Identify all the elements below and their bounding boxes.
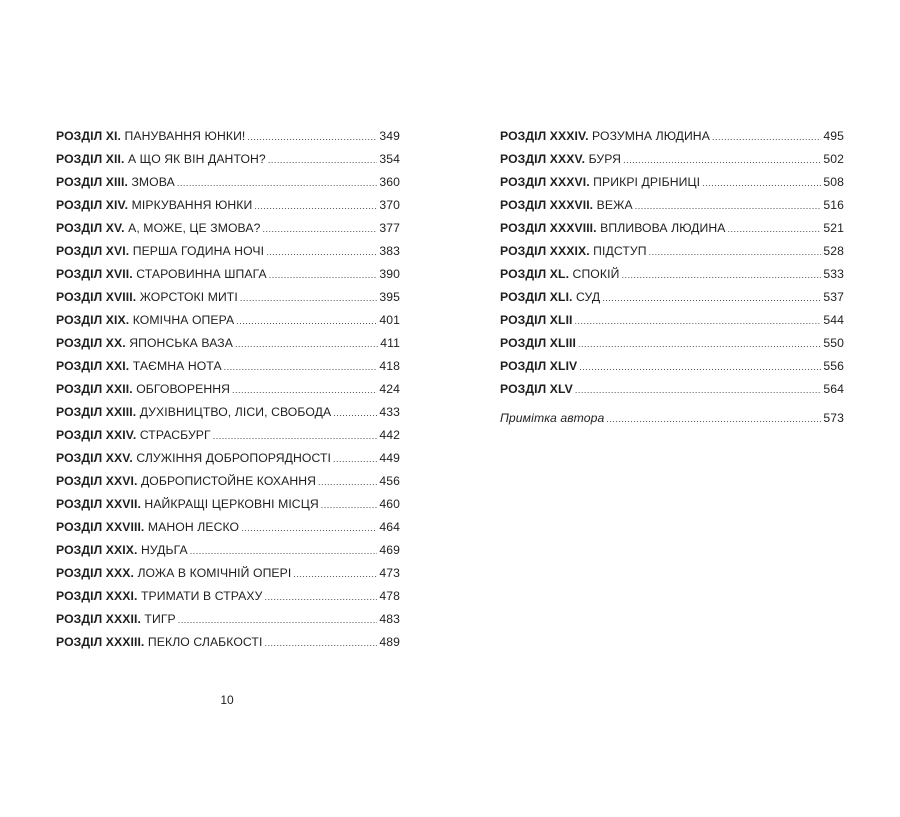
page-number: 556	[823, 359, 844, 373]
entry-label	[500, 359, 577, 373]
chapter-number: РОЗДІЛ XI.	[56, 129, 121, 143]
page-number: 395	[379, 290, 400, 304]
dot-leader	[623, 155, 821, 165]
page-number: 383	[379, 244, 400, 258]
page-number: 516	[823, 198, 844, 212]
page-number: 533	[823, 267, 844, 281]
chapter-title: МАНОН ЛЕСКО	[144, 520, 240, 534]
chapter-title: А, МОЖЕ, ЦЕ ЗМОВА?	[124, 221, 261, 235]
toc-entry	[500, 244, 844, 267]
chapter-title: ОБГОВОРЕННЯ	[132, 382, 231, 396]
page-number: 483	[379, 612, 400, 626]
chapter-title: ПЕРША ГОДИНА НОЧІ	[129, 244, 265, 258]
toc-entry	[500, 382, 844, 405]
toc-entry	[500, 221, 844, 244]
chapter-title: ЗМОВА	[127, 175, 175, 189]
chapter-title: РОЗУМНА ЛЮДИНА	[588, 129, 710, 143]
dot-leader	[241, 523, 377, 533]
dot-leader	[232, 385, 377, 395]
chapter-title: ПРИКРІ ДРІБНИЦІ	[589, 175, 701, 189]
chapter-title: БУРЯ	[585, 152, 622, 166]
entry-label	[500, 244, 647, 258]
chapter-title: ЖОРСТОКІ МИТІ	[136, 290, 238, 304]
page-number: 401	[379, 313, 400, 327]
entry-label	[56, 267, 267, 281]
chapter-title: ТАЄМНА НОТА	[129, 359, 222, 373]
toc-entry	[500, 175, 844, 198]
chapter-title: ВЕЖА	[593, 198, 633, 212]
page-number: 489	[379, 635, 400, 649]
chapter-title: КОМІЧНА ОПЕРА	[129, 313, 235, 327]
dot-leader	[293, 569, 377, 579]
dot-leader	[224, 362, 378, 372]
toc-entry	[56, 612, 400, 635]
entry-label	[56, 635, 262, 649]
toc-entry	[56, 244, 400, 267]
entry-label	[500, 382, 573, 396]
dot-leader	[240, 293, 378, 303]
chapter-number: РОЗДІЛ XXXI.	[56, 589, 138, 603]
page-number: 502	[823, 152, 844, 166]
entry-label	[56, 497, 319, 511]
toc-entry	[56, 451, 400, 474]
dot-leader	[321, 500, 378, 510]
page-number: 473	[379, 566, 400, 580]
chapter-number: РОЗДІЛ XXXV.	[500, 152, 586, 166]
page-number: 354	[379, 152, 400, 166]
page-number: 537	[823, 290, 844, 304]
dot-leader	[712, 132, 821, 142]
toc-entry	[500, 336, 844, 359]
chapter-number: РОЗДІЛ XXX.	[56, 566, 134, 580]
page-number: 464	[379, 520, 400, 534]
page-number: 418	[379, 359, 400, 373]
toc-entry	[56, 359, 400, 382]
dot-leader	[264, 592, 377, 602]
chapter-title: ДОБРОПИСТОЙНЕ КОХАННЯ	[137, 474, 317, 488]
dot-leader	[333, 454, 377, 464]
page-number: 360	[379, 175, 400, 189]
toc-entry	[56, 129, 400, 152]
page-number: 495	[823, 129, 844, 143]
page-number: 564	[823, 382, 844, 396]
dot-leader	[247, 132, 377, 142]
entry-label	[56, 428, 211, 442]
entry-label	[500, 336, 576, 350]
page-number: 469	[379, 543, 400, 557]
dot-leader	[333, 408, 377, 418]
toc-entry	[56, 152, 400, 175]
dot-leader	[606, 414, 821, 424]
page-number: 508	[823, 175, 844, 189]
page-number: 433	[379, 405, 400, 419]
chapter-number: РОЗДІЛ XXXVIII.	[500, 221, 597, 235]
chapter-title: ЛОЖА В КОМІЧНІЙ ОПЕРІ	[133, 566, 292, 580]
chapter-title: ТИГР	[140, 612, 176, 626]
toc-entry	[56, 428, 400, 451]
chapter-title: СТАРОВИННА ШПАГА	[132, 267, 267, 281]
dot-leader	[635, 201, 822, 211]
entry-label	[56, 336, 233, 350]
chapter-number: РОЗДІЛ XII.	[56, 152, 125, 166]
chapter-number: РОЗДІЛ XLV	[500, 382, 573, 396]
chapter-title: СЛУЖІННЯ ДОБРОПОРЯДНОСТІ	[132, 451, 332, 465]
page-number: 521	[823, 221, 844, 235]
toc-entry	[56, 382, 400, 405]
entry-label	[56, 290, 238, 304]
entry-label	[56, 175, 175, 189]
page-number: 377	[379, 221, 400, 235]
dot-leader	[318, 477, 377, 487]
chapter-number: РОЗДІЛ XXXIII.	[56, 635, 145, 649]
dot-leader	[621, 270, 821, 280]
toc-entry	[56, 267, 400, 290]
chapter-number: РОЗДІЛ XVIII.	[56, 290, 137, 304]
chapter-number: РОЗДІЛ XX.	[56, 336, 126, 350]
dot-leader	[269, 270, 378, 280]
entry-label	[56, 221, 261, 235]
chapter-title: А ЩО ЯК ВІН ДАНТОН?	[124, 152, 266, 166]
page-number: 478	[379, 589, 400, 603]
chapter-number: РОЗДІЛ XXI.	[56, 359, 130, 373]
page-number: 544	[823, 313, 844, 327]
chapter-number: РОЗДІЛ XXXIX.	[500, 244, 590, 258]
toc-column-left	[56, 129, 400, 658]
chapter-number: РОЗДІЛ XXXII.	[56, 612, 141, 626]
dot-leader	[579, 362, 821, 372]
chapter-number: РОЗДІЛ XLIV	[500, 359, 578, 373]
toc-column-right	[500, 129, 844, 434]
chapter-number: РОЗДІЛ XXIX.	[56, 543, 138, 557]
chapter-number: РОЗДІЛ XLII	[500, 313, 573, 327]
entry-label	[56, 382, 230, 396]
dot-leader	[575, 316, 822, 326]
toc-entry	[500, 152, 844, 175]
page-number: 528	[823, 244, 844, 258]
toc-entry	[56, 635, 400, 658]
page-number: 449	[379, 451, 400, 465]
page-number: 550	[823, 336, 844, 350]
page-number: 424	[379, 382, 400, 396]
chapter-title: ПЕКЛО СЛАБКОСТІ	[144, 635, 263, 649]
entry-label	[500, 198, 633, 212]
toc-entry	[56, 313, 400, 336]
page-number: 370	[379, 198, 400, 212]
entry-label	[56, 198, 252, 212]
entry-label	[56, 244, 264, 258]
entry-label	[56, 520, 239, 534]
toc-entry	[56, 405, 400, 428]
chapter-title: НУДЬГА	[137, 543, 188, 557]
chapter-title: ТРИМАТИ В СТРАХУ	[137, 589, 263, 603]
dot-leader	[727, 224, 821, 234]
chapter-title: ВПЛИВОВА ЛЮДИНА	[596, 221, 726, 235]
page-number: 573	[823, 411, 844, 425]
toc-entry	[56, 589, 400, 612]
chapter-title: НАЙКРАЩІ ЦЕРКОВНІ МІСЦЯ	[140, 497, 319, 511]
entry-label	[500, 175, 700, 189]
dot-leader	[575, 385, 821, 395]
toc-entry	[56, 290, 400, 313]
toc-entry	[56, 520, 400, 543]
entry-label	[56, 612, 176, 626]
page-number: 456	[379, 474, 400, 488]
entry-label	[500, 129, 710, 143]
toc-entry	[500, 198, 844, 221]
entry-label	[500, 267, 619, 281]
toc-entry	[500, 267, 844, 290]
dot-leader	[578, 339, 821, 349]
chapter-title: СТРАСБУРГ	[136, 428, 211, 442]
chapter-number: РОЗДІЛ XXVI.	[56, 474, 138, 488]
entry-label	[56, 313, 234, 327]
entry-label	[500, 290, 600, 304]
chapter-number: РОЗДІЛ XXXVI.	[500, 175, 590, 189]
toc-entry	[56, 566, 400, 589]
dot-leader	[178, 615, 378, 625]
toc-entry	[56, 336, 400, 359]
dot-leader	[177, 178, 378, 188]
dot-leader	[268, 155, 378, 165]
chapter-number: РОЗДІЛ XLIII	[500, 336, 577, 350]
chapter-number: РОЗДІЛ XXXIV.	[500, 129, 589, 143]
page-number: 460	[379, 497, 400, 511]
chapter-title: СУД	[572, 290, 601, 304]
toc-entry	[56, 175, 400, 198]
entry-label	[56, 589, 262, 603]
chapter-number: РОЗДІЛ XIV.	[56, 198, 129, 212]
entry-label	[500, 221, 725, 235]
chapter-number: РОЗДІЛ XXII.	[56, 382, 133, 396]
dot-leader	[602, 293, 821, 303]
entry-label	[56, 451, 331, 465]
toc-entry	[56, 221, 400, 244]
dot-leader	[213, 431, 378, 441]
toc-entry	[500, 313, 844, 336]
entry-label	[500, 152, 621, 166]
chapter-number: РОЗДІЛ XL.	[500, 267, 570, 281]
toc-entry	[500, 359, 844, 382]
dot-leader	[235, 339, 378, 349]
chapter-number: РОЗДІЛ XVI.	[56, 244, 130, 258]
dot-leader	[266, 247, 377, 257]
chapter-title: ПІДСТУП	[589, 244, 647, 258]
page-number: 349	[379, 129, 400, 143]
entry-label	[500, 313, 573, 327]
entry-label	[56, 129, 245, 143]
chapter-number: РОЗДІЛ XIX.	[56, 313, 130, 327]
chapter-number: РОЗДІЛ XLI.	[500, 290, 573, 304]
dot-leader	[264, 638, 377, 648]
toc-entry	[56, 474, 400, 497]
chapter-number: РОЗДІЛ XXVIII.	[56, 520, 145, 534]
entry-label	[56, 474, 316, 488]
chapter-title: ДУХІВНИЦТВО, ЛІСИ, СВОБОДА	[136, 405, 332, 419]
chapter-number: РОЗДІЛ XXXVII.	[500, 198, 594, 212]
chapter-title: ПАНУВАННЯ ЮНКИ!	[121, 129, 246, 143]
page-number: 390	[379, 267, 400, 281]
chapter-number: РОЗДІЛ XIII.	[56, 175, 128, 189]
dot-leader	[263, 224, 378, 234]
entry-label	[56, 359, 222, 373]
dot-leader	[190, 546, 378, 556]
chapter-number: РОЗДІЛ XXVII.	[56, 497, 141, 511]
chapter-title: СПОКІЙ	[569, 267, 620, 281]
entry-label	[56, 543, 188, 557]
author-note-title: Примітка автора	[500, 411, 605, 425]
toc-entry-author-note	[500, 411, 844, 434]
chapter-number: РОЗДІЛ XV.	[56, 221, 125, 235]
entry-label	[56, 405, 331, 419]
dot-leader	[236, 316, 377, 326]
toc-entry	[56, 198, 400, 221]
dot-leader	[702, 178, 821, 188]
dot-leader	[254, 201, 377, 211]
entry-label	[56, 566, 291, 580]
entry-label	[56, 152, 266, 166]
toc-entry	[500, 290, 844, 313]
page-number: 442	[379, 428, 400, 442]
chapter-number: РОЗДІЛ XXIII.	[56, 405, 137, 419]
toc-entry	[56, 543, 400, 566]
chapter-title: МІРКУВАННЯ ЮНКИ	[128, 198, 253, 212]
page-number: 411	[380, 336, 400, 350]
dot-leader	[649, 247, 822, 257]
chapter-title: ЯПОНСЬКА ВАЗА	[125, 336, 233, 350]
folio-page-number: 10	[220, 693, 234, 707]
toc-entry	[56, 497, 400, 520]
toc-entry	[500, 129, 844, 152]
chapter-number: РОЗДІЛ XXV.	[56, 451, 133, 465]
chapter-number: РОЗДІЛ XVII.	[56, 267, 133, 281]
chapter-number: РОЗДІЛ XXIV.	[56, 428, 137, 442]
